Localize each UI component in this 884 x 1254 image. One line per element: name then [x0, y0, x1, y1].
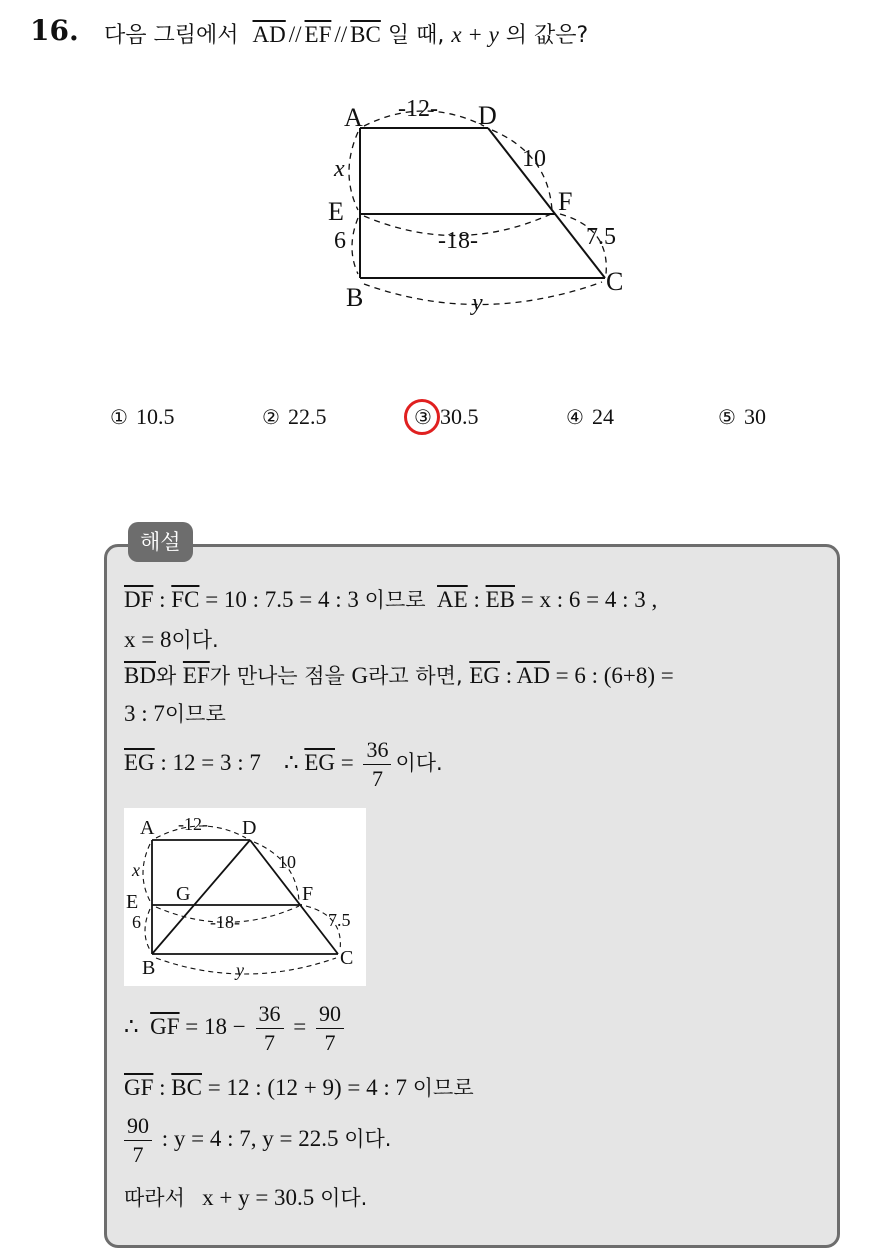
- segment-bc: $\overline{BC}$: [350, 22, 381, 47]
- solution-line-3: $\overline{BD}$와 $\overline{EF}$가 만나는 점을 G라고 하면, $\overline{EG}$ : $\overline{AD} = 6$ : (6+8) =: [124, 663, 674, 688]
- point-c: C: [606, 267, 624, 296]
- fraction-90-7: $\frac{90}{7}$: [316, 1000, 344, 1057]
- label-df: 10: [522, 146, 546, 172]
- solution-line-5: $\overline{EG}$ : 12 = 3 : 7 ∴ $\overline{EG}$ = $\frac{36}{7}$ 이다.: [124, 737, 443, 791]
- label-bc: y: [472, 290, 483, 316]
- question-text: 다음 그림에서 $\overline{AD} // \overline{EF} // \overline{BC}$ 일 때, x + y 의 값은?: [104, 22, 589, 48]
- answer-mark-circle: [404, 399, 440, 435]
- solution-line-1: $\overline{DF}$ : $\overline{FC} = 10$ : 7.5 = 4 : 3 이므로 $\overline{AE}$ : $\overline{EB} = x$ : 6 = 4 : 3 ,: [124, 587, 658, 612]
- point-d: D: [478, 101, 497, 130]
- label-bc: y: [236, 960, 244, 980]
- solution-line-6: ∴ $\overline{GF} = 18$ − $\frac{36}{7}$ = $\frac{90}{7}$: [124, 1000, 348, 1057]
- point-e: E: [328, 197, 344, 226]
- answer-choices: [0, 404, 884, 444]
- trapezoid-figure: [320, 88, 650, 328]
- fraction-36-7: $\frac{36}{7}$: [256, 1000, 284, 1057]
- segment-ad: $\overline{AD}$: [252, 22, 286, 47]
- point-b: B: [346, 283, 364, 312]
- point-g: G: [176, 883, 191, 905]
- solution-line-4: 3 : 7이므로: [124, 701, 226, 726]
- expression: x + y: [451, 22, 499, 47]
- choice-2[interactable]: ② 22.5: [262, 404, 327, 429]
- point-a: A: [344, 103, 363, 132]
- fraction-36-7: $\frac{36}{7}$: [363, 736, 391, 793]
- segment-ef: $\overline{EF}$: [304, 22, 332, 47]
- label-ef: -18-: [438, 228, 478, 254]
- label-ad: -12-: [178, 814, 208, 834]
- choice-4[interactable]: ④ 24: [566, 404, 614, 429]
- fraction-90-7: $\frac{90}{7}$: [124, 1112, 152, 1169]
- solution-line-8: $\frac{90}{7}$ : y = 4 : 7, y = 22.5 이다.: [124, 1112, 391, 1169]
- label-fc: 7.5: [586, 224, 616, 250]
- label-ae: x: [334, 156, 345, 182]
- choice-1[interactable]: ① 10.5: [110, 404, 175, 429]
- point-a: A: [140, 817, 155, 839]
- solution-tag: 해설: [128, 522, 193, 562]
- choice-5[interactable]: ⑤ 30: [718, 404, 766, 429]
- label-eb: 6: [132, 912, 141, 932]
- point-c: C: [340, 947, 354, 969]
- point-f: F: [558, 187, 573, 216]
- point-f: F: [302, 883, 314, 905]
- label-df: 10: [278, 852, 296, 872]
- point-d: D: [242, 817, 257, 839]
- label-ae: x: [132, 860, 140, 880]
- label-ef: -18-: [210, 912, 240, 932]
- solution-line-2: x = 8이다.: [124, 627, 219, 652]
- question-number: 16.: [30, 14, 79, 47]
- choice-3[interactable]: ③ 30.5: [414, 404, 479, 429]
- label-ad: -12-: [398, 96, 438, 122]
- solution-line-9: 따라서 x + y = 30.5 이다.: [124, 1185, 368, 1210]
- solution-line-7: $\overline{GF}$ : $\overline{BC} = 12$ : (12 + 9) = 4 : 7 이므로: [124, 1075, 474, 1100]
- solution-figure: [124, 808, 366, 986]
- label-fc: 7.5: [328, 910, 351, 930]
- label-eb: 6: [334, 228, 346, 254]
- point-e: E: [126, 891, 139, 913]
- point-b: B: [142, 957, 156, 979]
